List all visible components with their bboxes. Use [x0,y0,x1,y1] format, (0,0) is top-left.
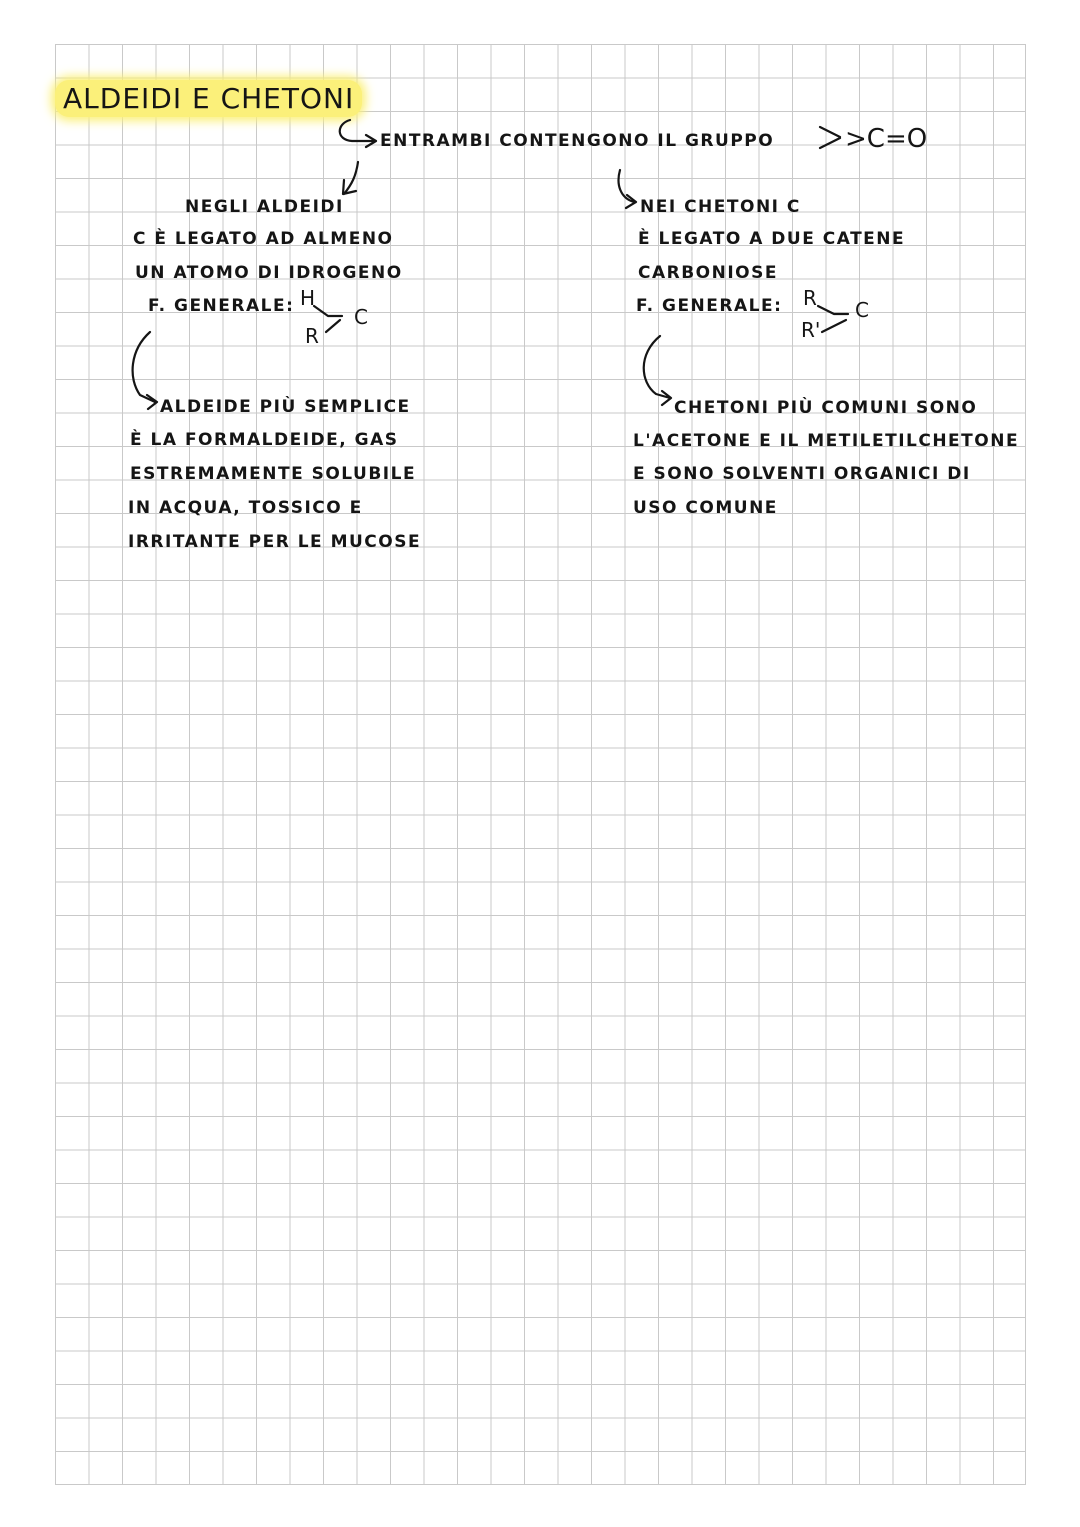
page-title: ALDEIDI E CHETONI [55,80,362,117]
ketones-line-2: CARBONIOSE [638,263,778,283]
ketones-note-3: E SONO SOLVENTI ORGANICI DI [633,464,971,484]
aldehydes-formula-label: F. GENERALE: [148,296,295,316]
aldehydes-formula-bottom: R [305,324,319,348]
aldehydes-line-1: C È LEGATO AD ALMENO [133,229,394,249]
carbonyl-group-formula: >C=O [845,124,928,154]
ketones-heading: NEI CHETONI C [640,197,801,217]
ketones-note-2: L'ACETONE E IL METILETILCHETONE [633,431,1020,451]
aldehydes-note-4: IN ACQUA, TOSSICO E [128,498,363,518]
ketones-formula-carbon: C [855,298,869,322]
ketones-formula-bottom: R' [801,318,821,342]
ketones-formula-label: F. GENERALE: [636,296,783,316]
intro-text: ENTRAMBI CONTENGONO IL GRUPPO [380,131,775,151]
ketones-formula-top: R [803,286,817,310]
aldehydes-line-2: UN ATOMO DI IDROGENO [135,263,403,283]
ketones-note-1: CHETONI PIÙ COMUNI SONO [674,398,978,418]
ketones-note-4: USO COMUNE [633,498,778,518]
aldehydes-note-3: ESTREMAMENTE SOLUBILE [130,464,417,484]
aldehydes-formula-carbon: C [354,305,368,329]
aldehydes-note-5: IRRITANTE PER LE MUCOSE [128,532,422,552]
aldehydes-note-1: ALDEIDE PIÙ SEMPLICE [160,397,411,417]
aldehydes-heading: NEGLI ALDEIDI [185,197,344,217]
aldehydes-formula-top: H [300,286,316,310]
aldehydes-note-2: È LA FORMALDEIDE, GAS [130,430,399,450]
ketones-line-1: È LEGATO A DUE CATENE [638,229,906,249]
grid-paper [55,44,1026,1485]
